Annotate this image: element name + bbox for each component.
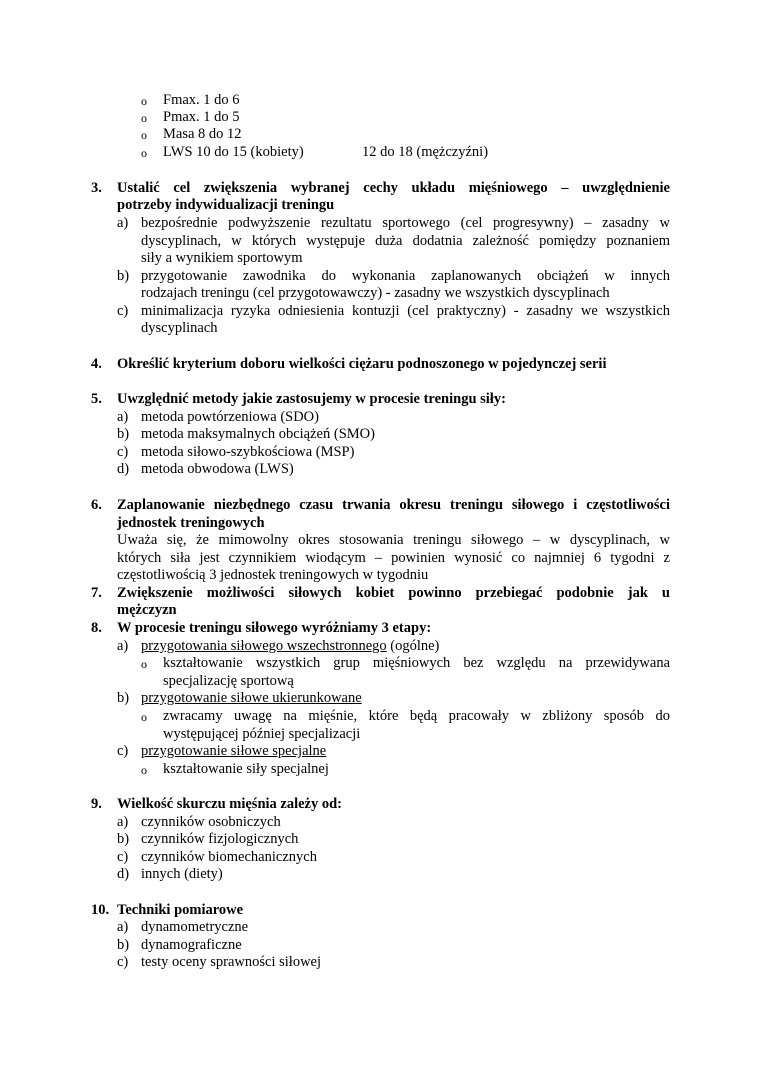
item-text: minimalizacja ryzyka odniesienia kontuzji (cel praktyczny) - zasadny we wszystkich [141,303,670,319]
item-letter: a) [117,919,129,935]
stage-title: przygotowanie siłowe specjalne [141,743,327,759]
section-number: 10. [91,902,110,918]
stage-title-suffix: (ogólne) [386,638,440,654]
sub-item-text: kształtowanie wszystkich grup mięśniowych bez względu na przewidywana [163,655,670,671]
list-item: Fmax. 1 do 6 [163,92,240,108]
item-text: dyscyplinach, w których występuje duża dodatnia zależność pomiędzy poznaniem [141,233,670,249]
list-item: Masa 8 do 12 [163,126,242,142]
section-number: 8. [91,620,102,636]
bullet-marker: o [141,128,147,142]
bullet-marker: o [141,763,147,777]
section-body: częstotliwością 3 jednostek treningowych w tygodniu [117,567,429,583]
item-text: bezpośrednie podwyższenie rezultatu sportowego (cel progresywny) – zasadny w [141,215,670,231]
item-letter: c) [117,743,129,759]
item-letter: b) [117,937,130,953]
item-text: metoda powtórzeniowa (SDO) [141,409,319,425]
item-letter: a) [117,409,129,425]
bullet-marker: o [141,710,147,724]
stage-title-underlined: przygotowania siłowego wszechstronnego [141,638,387,654]
item-letter: c) [117,849,129,865]
item-letter: c) [117,954,129,970]
sub-item-text: kształtowanie siły specjalnej [163,761,329,777]
item-text: czynników osobniczych [141,814,281,830]
item-letter: c) [117,444,129,460]
item-text: dynamograficzne [141,937,242,953]
item-letter: b) [117,426,130,442]
section-number: 4. [91,356,102,372]
list-item: Pmax. 1 do 5 [163,109,240,125]
section-heading-cont: potrzeby indywidualizacji treningu [117,197,335,213]
item-letter: b) [117,831,130,847]
sub-item-text: specjalizację sportową [163,673,294,689]
bullet-marker: o [141,111,147,125]
section-number: 9. [91,796,102,812]
item-letter: d) [117,866,130,882]
section-heading: Zwiększenie możliwości siłowych kobiet powinno przebiegać podobnie jak u [117,585,670,601]
item-text: dynamometryczne [141,919,249,935]
sub-item-text: zwracamy uwagę na mięśnie, które będą pracowały w zbliżony sposób do [163,708,670,724]
stage-title [141,638,439,655]
item-text: testy oceny sprawności siłowej [141,954,322,970]
item-letter: c) [117,303,129,319]
item-text: innych (diety) [141,866,223,882]
section-heading-cont: jednostek treningowych [117,515,265,531]
section-heading: Określić kryterium doboru wielkości ciężaru podnoszonego w pojedynczej serii [117,356,607,372]
list-item-secondary: 12 do 18 (mężczyźni) [362,144,489,160]
item-letter: b) [117,690,130,706]
item-letter: d) [117,461,130,477]
item-text: przygotowanie zawodnika do wykonania zaplanowanych obciążeń w innych [141,268,670,284]
section-body: Uważa się, że mimowolny okres stosowania treningu siłowego – w dyscyplinach, w [117,532,670,548]
item-text: metoda obwodowa (LWS) [141,461,294,477]
item-text: czynników biomechanicznych [141,849,317,865]
item-letter: b) [117,268,130,284]
stage-title: przygotowanie siłowe ukierunkowane [141,690,362,706]
section-body: których siła jest czynnikiem wiodącym – powinien wynosić co najmniej 6 tygodni z [117,550,670,566]
item-text: siły a wynikiem sportowym [141,250,303,266]
section-heading: Wielkość skurczu mięśnia zależy od: [117,796,343,812]
section-heading: Ustalić cel zwiększenia wybranej cechy układu mięśniowego – uwzględnienie [117,180,670,196]
section-heading: Zaplanowanie niezbędnego czasu trwania okresu treningu siłowego i częstotliwości [117,497,670,513]
section-number: 3. [91,180,102,196]
section-heading: Uwzględnić metody jakie zastosujemy w procesie treningu siły: [117,391,506,407]
section-number: 7. [91,585,102,601]
item-letter: a) [117,215,129,231]
section-number: 6. [91,497,102,513]
section-heading: W procesie treningu siłowego wyróżniamy 3 etapy: [117,620,432,636]
item-letter: a) [117,638,129,654]
sub-item-text: występującej później specjalizacji [163,726,361,742]
section-number: 5. [91,391,102,407]
bullet-marker: o [141,94,147,108]
item-text: metoda siłowo-szybkościowa (MSP) [141,444,355,460]
section-heading: Techniki pomiarowe [117,902,244,918]
item-text: dyscyplinach [141,320,218,336]
bullet-marker: o [141,657,147,671]
list-item: LWS 10 do 15 (kobiety) [163,144,304,160]
item-text: rodzajach treningu (cel przygotowawczy) - zasadny we wszystkich dyscyplinach [141,285,610,301]
section-heading-cont: mężczyzn [117,602,177,618]
bullet-marker: o [141,146,147,160]
item-text: metoda maksymalnych obciążeń (SMO) [141,426,375,442]
item-letter: a) [117,814,129,830]
item-text: czynników fizjologicznych [141,831,299,847]
